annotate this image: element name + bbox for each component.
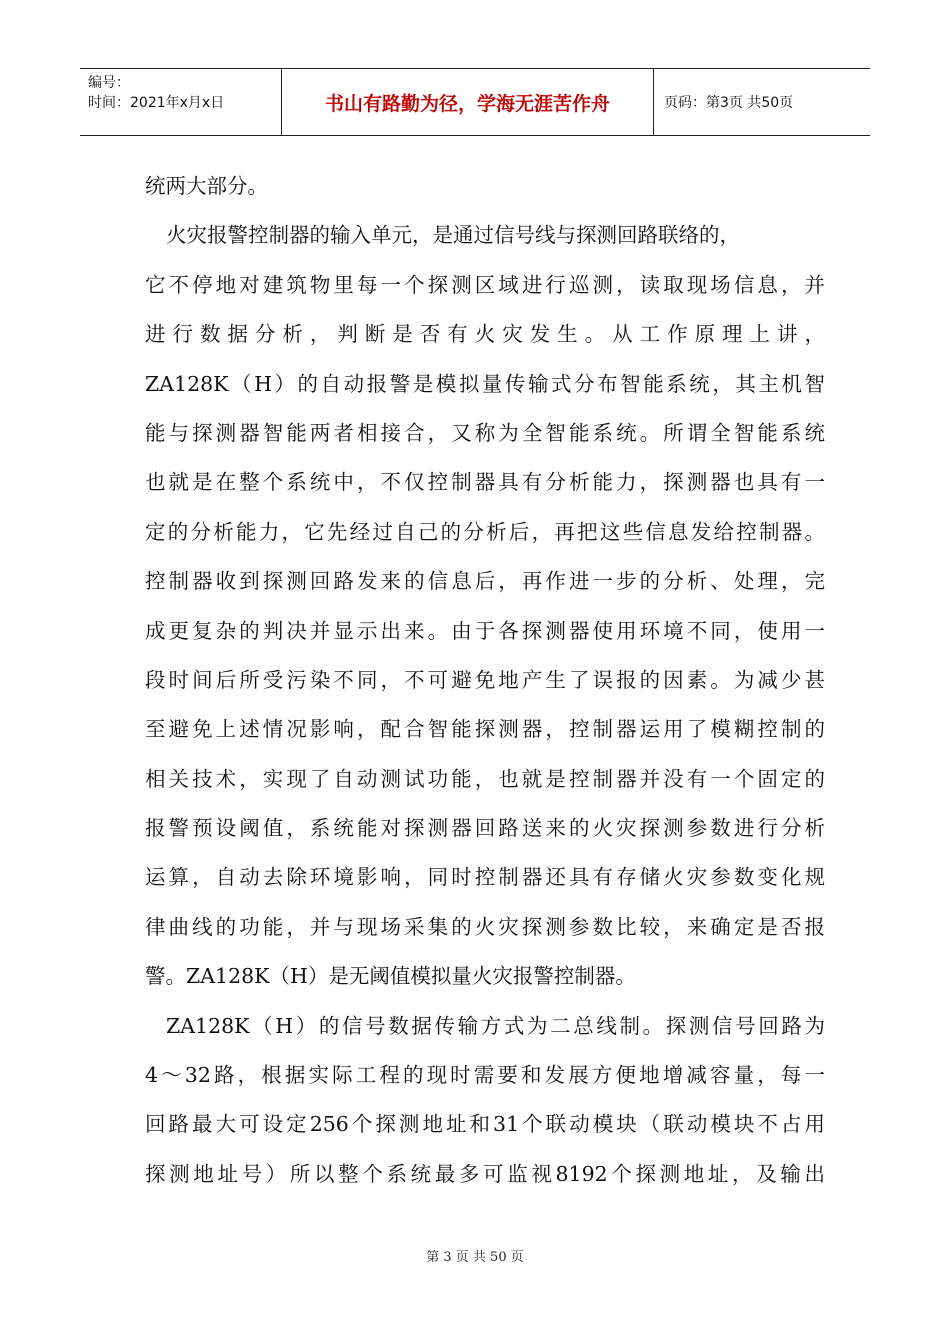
body-line: 报警预设阈值，系统能对探测器回路送来的火灾探测参数进行分析 (145, 816, 825, 841)
document-body (145, 162, 825, 1199)
header-meta (80, 69, 282, 135)
body-line: 运算，自动去除环境影响，同时控制器还具有存储火灾参数变化规 (145, 865, 825, 890)
body-line: 它不停地对建筑物里每一个探测区域进行巡测，读取现场信息，并 (145, 272, 825, 297)
body-line: 统两大部分。 (145, 174, 268, 198)
body-line: 律曲线的功能，并与现场采集的火灾探测参数比较，来确定是否报 (145, 914, 825, 939)
page-footer: 第 3 页 共 50 页 (426, 1250, 524, 1265)
body-line: 回路最大可设定256个探测地址和31个联动模块（联动模块不占用 (145, 1112, 825, 1137)
body-line: 火灾报警控制器的输入单元，是通过信号线与探测回路联络的， (166, 223, 740, 248)
body-line: 警。ZA128K（H）是无阈值模拟量火灾报警控制器。 (145, 964, 636, 989)
body-line: ZA128K（H）的信号数据传输方式为二总线制。探测信号回路为 (166, 1013, 825, 1038)
body-line: ZA128K（H）的自动报警是模拟量传输式分布智能系统，其主机智 (145, 371, 825, 396)
document-date: 时间：2021年x月x日 (88, 95, 225, 111)
body-line: 至避免上述情况影响，配合智能探测器，控制器运用了模糊控制的 (145, 717, 825, 742)
body-line: 进行数据分析，判断是否有火灾发生。从工作原理上讲， (145, 322, 825, 347)
body-line: 相关技术，实现了自动测试功能，也就是控制器并没有一个固定的 (145, 766, 825, 791)
document-number-label: 编号： (88, 75, 130, 91)
body-line: 也就是在整个系统中，不仅控制器具有分析能力，探测器也具有一 (145, 470, 825, 495)
body-line: 4～32路，根据实际工程的现时需要和发展方便地增减容量，每一 (145, 1063, 825, 1088)
body-line: 能与探测器智能两者相接合，又称为全智能系统。所谓全智能系统 (145, 420, 825, 445)
header-motto: 书山有路勤为径，学海无涯苦作舟 (282, 69, 654, 135)
body-line: 控制器收到探测回路发来的信息后，再作进一步的分析、处理，完 (145, 569, 825, 594)
body-line: 定的分析能力，它先经过自己的分析后，再把这些信息发给控制器。 (145, 519, 825, 544)
header-page-info: 页码：第3页 共50页 (664, 95, 794, 111)
body-line: 成更复杂的判决并显示出来。由于各探测器使用环境不同，使用一 (145, 618, 825, 643)
page-header (80, 68, 870, 136)
body-line: 段时间后所受污染不同，不可避免地产生了误报的因素。为减少甚 (145, 667, 825, 692)
body-line: 探测地址号）所以整个系统最多可监视8192个探测地址，及输出 (145, 1161, 825, 1186)
